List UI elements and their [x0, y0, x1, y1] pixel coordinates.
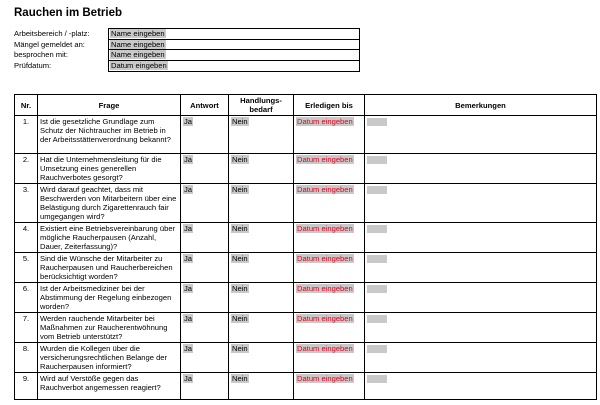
bemerkungen-input[interactable] — [367, 285, 387, 293]
bemerkungen-cell — [365, 313, 597, 343]
antwort-dropdown[interactable]: Ja — [184, 284, 193, 293]
erledigen-date-field[interactable]: Datum eingeben — [297, 344, 353, 353]
info-field-row — [109, 61, 359, 72]
handlungsbedarf-dropdown[interactable]: Nein — [232, 185, 248, 194]
row-number: 6. — [15, 283, 38, 313]
antwort-cell — [181, 184, 229, 223]
row-question: Hat die Unternehmensleitung für die Umsetzung eines generellen Rauchverbotes gesorgt? — [38, 154, 181, 184]
header-frage: Frage — [38, 95, 181, 116]
handlungsbedarf-dropdown[interactable]: Nein — [232, 254, 248, 263]
antwort-cell — [181, 373, 229, 400]
info-label-arbeitsbereich: Arbeitsbereich / -platz: — [14, 29, 90, 38]
info-label-maengel: Mängel gemeldet an: — [14, 39, 85, 49]
bemerkungen-cell — [365, 184, 597, 223]
table-row — [15, 116, 597, 154]
handlungsbedarf-cell — [229, 154, 294, 184]
erledigen-date-field[interactable]: Datum eingeben — [297, 314, 353, 323]
besprochen-input[interactable]: Name eingeben — [111, 50, 165, 60]
table-row — [15, 184, 597, 223]
handlungsbedarf-cell — [229, 343, 294, 373]
bemerkungen-cell — [365, 343, 597, 373]
bemerkungen-cell — [365, 223, 597, 253]
handlungsbedarf-cell — [229, 313, 294, 343]
row-number: 3. — [15, 184, 38, 223]
bemerkungen-input[interactable] — [367, 315, 387, 323]
table-header-row — [15, 95, 597, 116]
handlungsbedarf-dropdown[interactable]: Nein — [232, 314, 248, 323]
bemerkungen-cell — [365, 283, 597, 313]
pruefdatum-input[interactable]: Datum eingeben — [111, 60, 167, 70]
header-handlungsbedarf-line1: Handlungs- — [240, 96, 282, 105]
antwort-dropdown[interactable]: Ja — [184, 254, 193, 263]
info-field-row — [109, 50, 359, 61]
row-question: Wird darauf geachtet, dass mit Beschwerden von Mitarbeitern über eine Belästigung durch Zigarettenrauch fair umgegangen wird? — [38, 184, 181, 223]
antwort-cell — [181, 283, 229, 313]
bemerkungen-input[interactable] — [367, 225, 387, 233]
erledigen-cell — [294, 154, 365, 184]
erledigen-cell — [294, 116, 365, 154]
header-bemerkungen: Bemerkungen — [365, 95, 597, 116]
handlungsbedarf-cell — [229, 223, 294, 253]
antwort-cell — [181, 343, 229, 373]
row-number: 4. — [15, 223, 38, 253]
handlungsbedarf-cell — [229, 283, 294, 313]
antwort-cell — [181, 116, 229, 154]
handlungsbedarf-cell — [229, 373, 294, 400]
handlungsbedarf-dropdown[interactable]: Nein — [232, 344, 248, 353]
bemerkungen-cell — [365, 373, 597, 400]
erledigen-date-field[interactable]: Datum eingeben — [297, 284, 353, 293]
handlungsbedarf-dropdown[interactable]: Nein — [232, 155, 248, 164]
erledigen-date-field[interactable]: Datum eingeben — [297, 374, 353, 383]
row-question: Ist der Arbeitsmediziner bei der Abstimmung der Regelung einbezogen worden? — [38, 283, 181, 313]
antwort-dropdown[interactable]: Ja — [184, 374, 193, 383]
handlungsbedarf-dropdown[interactable]: Nein — [232, 224, 248, 233]
table-row — [15, 373, 597, 400]
bemerkungen-input[interactable] — [367, 345, 387, 353]
header-erledigen: Erledigen bis — [294, 95, 365, 116]
row-number: 5. — [15, 253, 38, 283]
header-nr: Nr. — [15, 95, 38, 116]
row-question: Sind die Wünsche der Mitarbeiter zu Raucherpausen und Raucherbereichen berücksichtigt worden? — [38, 253, 181, 283]
bemerkungen-input[interactable] — [367, 186, 387, 194]
handlungsbedarf-cell — [229, 253, 294, 283]
info-field-row — [109, 40, 359, 51]
row-number: 1. — [15, 116, 38, 154]
arbeitsbereich-input[interactable]: Name eingeben — [111, 29, 165, 38]
row-question: Wird auf Verstöße gegen das Rauchverbot angemessen reagiert? — [38, 373, 181, 400]
erledigen-date-field[interactable]: Datum eingeben — [297, 117, 353, 126]
row-question: Werden rauchende Mitarbeiter bei Maßnahmen zur Raucherentwöhnung vom Betrieb unterstützt? — [38, 313, 181, 343]
antwort-cell — [181, 223, 229, 253]
erledigen-cell — [294, 223, 365, 253]
row-number: 7. — [15, 313, 38, 343]
erledigen-cell — [294, 343, 365, 373]
handlungsbedarf-dropdown[interactable]: Nein — [232, 117, 248, 126]
table-row — [15, 343, 597, 373]
info-fields — [108, 28, 360, 72]
page-title: Rauchen im Betrieb — [14, 7, 122, 19]
handlungsbedarf-dropdown[interactable]: Nein — [232, 284, 248, 293]
table-row — [15, 154, 597, 184]
bemerkungen-input[interactable] — [367, 156, 387, 164]
info-labels — [14, 29, 109, 71]
maengel-input[interactable]: Name eingeben — [111, 39, 165, 49]
bemerkungen-input[interactable] — [367, 118, 387, 126]
info-field-row — [109, 29, 359, 40]
antwort-dropdown[interactable]: Ja — [184, 155, 193, 164]
erledigen-cell — [294, 313, 365, 343]
antwort-dropdown[interactable]: Ja — [184, 224, 193, 233]
erledigen-cell — [294, 184, 365, 223]
info-label-pruefdatum: Prüfdatum: — [14, 60, 52, 70]
erledigen-date-field[interactable]: Datum eingeben — [297, 224, 353, 233]
erledigen-cell — [294, 373, 365, 400]
row-number: 2. — [15, 154, 38, 184]
erledigen-cell — [294, 283, 365, 313]
checklist-table — [14, 94, 597, 400]
bemerkungen-cell — [365, 253, 597, 283]
row-number: 8. — [15, 343, 38, 373]
antwort-cell — [181, 313, 229, 343]
antwort-dropdown[interactable]: Ja — [184, 117, 193, 126]
bemerkungen-input[interactable] — [367, 375, 387, 383]
table-row — [15, 253, 597, 283]
handlungsbedarf-cell — [229, 184, 294, 223]
table-row — [15, 313, 597, 343]
antwort-dropdown[interactable]: Ja — [184, 185, 193, 194]
info-label-besprochen: besprochen mit: — [14, 50, 69, 60]
row-question: Existiert eine Betriebsvereinbarung über mögliche Raucherpausen (Anzahl, Dauer, Zeiterfassung)? — [38, 223, 181, 253]
erledigen-cell — [294, 253, 365, 283]
header-handlungsbedarf-line2: bedarf — [249, 105, 273, 114]
row-question: Wurden die Kollegen über die versicherungsrechtlichen Belange der Raucherpausen informiert? — [38, 343, 181, 373]
row-question: Ist die gesetzliche Grundlage zum Schutz der Nichtraucher im Betrieb in der Arbeitsstättenverordnung bekannt? — [38, 116, 181, 154]
bemerkungen-input[interactable] — [367, 255, 387, 263]
erledigen-date-field[interactable]: Datum eingeben — [297, 185, 353, 194]
table-row — [15, 223, 597, 253]
erledigen-date-field[interactable]: Datum eingeben — [297, 155, 353, 164]
handlungsbedarf-cell — [229, 116, 294, 154]
antwort-dropdown[interactable]: Ja — [184, 344, 193, 353]
antwort-cell — [181, 154, 229, 184]
table-row — [15, 283, 597, 313]
header-antwort: Antwort — [181, 95, 229, 116]
row-number: 9. — [15, 373, 38, 400]
erledigen-date-field[interactable]: Datum eingeben — [297, 254, 353, 263]
antwort-cell — [181, 253, 229, 283]
bemerkungen-cell — [365, 154, 597, 184]
header-handlungsbedarf — [229, 95, 294, 116]
handlungsbedarf-dropdown[interactable]: Nein — [232, 374, 248, 383]
bemerkungen-cell — [365, 116, 597, 154]
antwort-dropdown[interactable]: Ja — [184, 314, 193, 323]
